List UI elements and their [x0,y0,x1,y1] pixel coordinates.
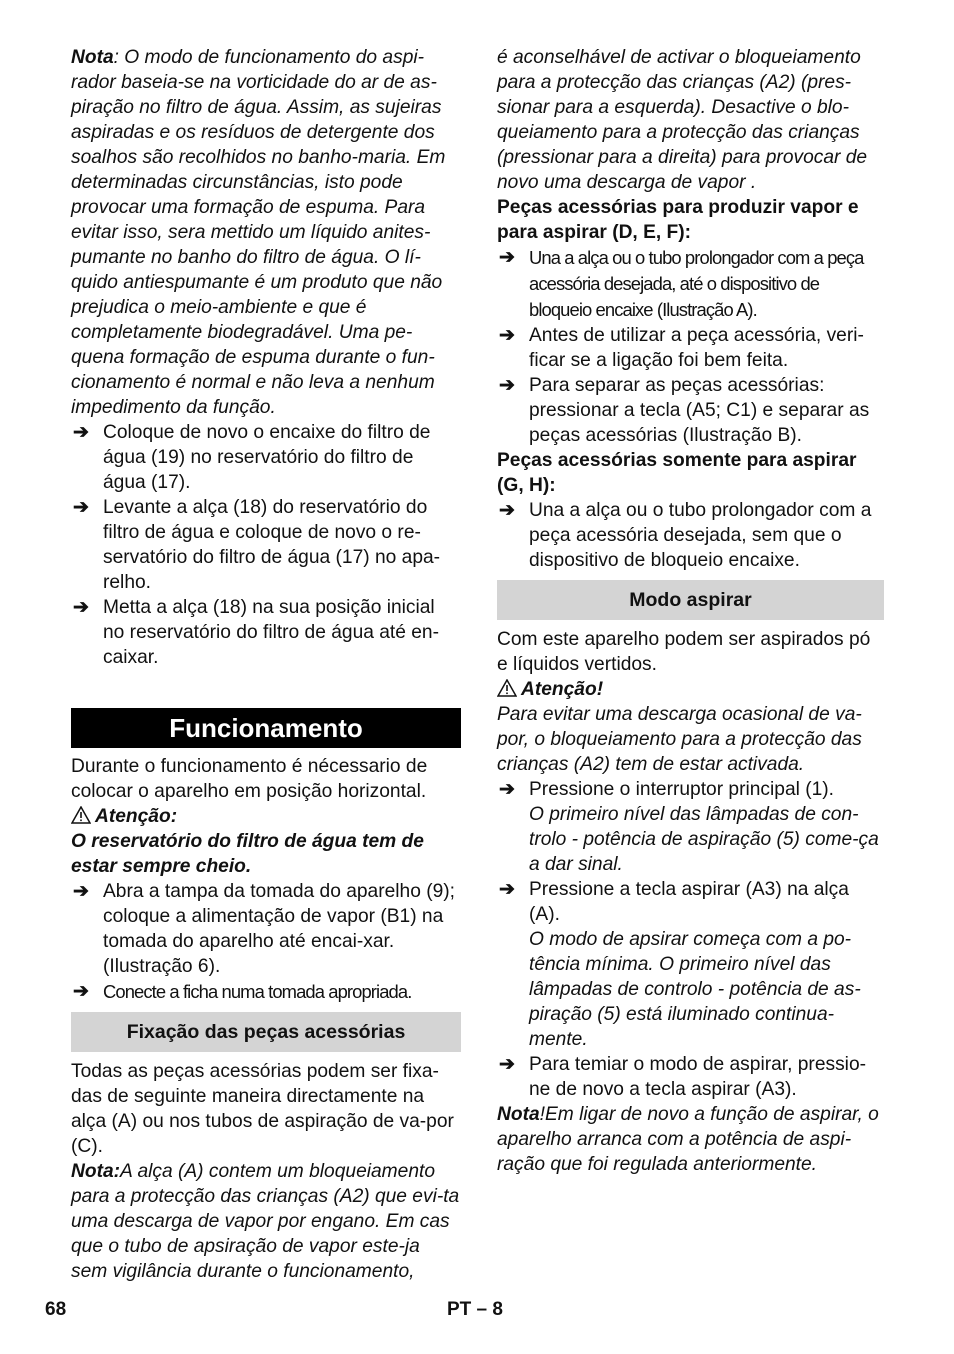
bullet-item [497,373,884,448]
note-text: : O modo de funcionamento do aspi-rador baseia-se na vorticidade do ar de as-piração no filtro de água. Assim, as sujeiras aspiradas e os resíduos de detergente dos soalhos são recolhidos no banho-maria. Em determinadas circunstâncias, isto pode provocar uma formação de espuma. Para evitar isso, sera mettido um líquido anites-pumante no banho do filtro de água. O lí-quido antiespumante é um produto que não prejudica o meio-ambiente e que é completamente biodegradável. Uma pe-quena formação de espuma durante o fun-cionamento é normal e não leva a nenhum impedimento da função. [71,47,446,418]
arrow-right-icon: ➔ [499,325,515,346]
arrow-right-icon: ➔ [499,1054,515,1075]
arrow-right-icon: ➔ [73,597,89,618]
warning-triangle-icon [71,806,91,824]
fixacao-text: Todas as peças acessórias podem ser fixa-das de seguinte maneira directamente na alça (A) ou nos tubos de aspiração de va-por (C). [71,1061,454,1157]
arrow-right-icon: ➔ [73,881,89,902]
left-column [71,45,461,1284]
arrow-right-icon: ➔ [499,879,515,900]
bullet-text: Antes de utilizar a peça acessória, veri-ficar se a ligação foi bem feita. [529,325,864,371]
bullet-text: Una a alça ou o tubo prolongador com a peça acessória desejada, até o dispositivo de bloqueio encaixe (Ilustração A). [529,247,864,320]
warning-label: Atenção: [95,806,178,827]
section-heading-funcionamento: Funcionamento [71,708,461,748]
arrow-right-icon: ➔ [499,779,515,800]
arrow-right-icon: ➔ [73,497,89,518]
bullet-text: Para temiar o modo de aspirar, pressio-ne de novo a tecla aspirar (A3). [529,1054,866,1100]
bullet-item [497,877,884,1052]
bullet-text: Levante a alça (18) do reservatório do filtro de água e coloque de novo o re-servatório do filtro de água (17) no apa-relho. [103,497,441,593]
page-number: 68 [45,1299,67,1320]
subheading-aspirar: Peças acessórias somente para aspirar (G, H): [497,450,857,496]
continued-text: é aconselhável de activar o bloqueiamento para a protecção das crianças (A2) (pres-sionar para a esquerda). Desactive o blo-queiamento para a protecção das crianças (pressionar para a direita) para provocar de novo uma descarga de vapor . [497,47,868,193]
note-label: Nota [71,47,114,68]
bullet-item [497,245,884,323]
bullet-item [71,879,461,979]
bullet-item [497,777,884,877]
bullet-item [497,323,884,373]
warning-line [497,677,884,702]
arrow-right-icon: ➔ [499,247,515,268]
warning-text: Para evitar uma descarga ocasional de va-por, o bloqueiamento para a protecção das crianças (A2) tem de estar activada. [497,704,862,775]
final-note [497,1102,884,1177]
bullet-item [71,495,461,595]
arrow-right-icon: ➔ [499,500,515,521]
bullet-text: Para separar as peças acessórias: pressionar a tecla (A5; C1) e separar as peças acessórias (Ilustração B). [529,375,870,446]
bullet-text: Abra a tampa da tomada do aparelho (9); coloque a alimentação de vapor (B1) na tomada do aparelho até encai-xar. (Ilustração 6). [103,881,455,977]
arrow-right-icon: ➔ [73,422,89,443]
bullet-text: Pressione a tecla aspirar (A3) na alça (A). [529,879,849,925]
right-column [497,45,884,1177]
bullet-item [71,420,461,495]
warning-label: Atenção! [521,679,604,700]
bullet-item [497,498,884,573]
warning-line [71,804,461,829]
modo-intro: Com este aparelho podem ser aspirados pó e líquidos vertidos. [497,629,871,675]
bullet-item [71,979,461,1005]
warning-text: O reservatório do filtro de água tem de estar sempre cheio. [71,831,424,877]
bullet-text: Coloque de novo o encaixe do filtro de água (19) no reservatório do filtro de água (17). [103,422,431,493]
intro-note [71,45,461,420]
bullet-text: Pressione o interruptor principal (1). [529,779,835,800]
note-label: Nota [497,1104,540,1125]
section-label: PT – 8 [447,1299,503,1320]
func-intro: Durante o funcionamento é nécessario de colocar o aparelho em posição horizontal. [71,756,428,802]
subheading-vapor: Peças acessórias para produzir vapor e para aspirar (D, E, F): [497,197,859,243]
note-text: !Em ligar de novo a função de aspirar, o aparelho arranca com a potência de aspi-ração que foi regulada anteriormente. [497,1104,879,1175]
bullet-text: Una a alça ou o tubo prolongador com a peça acessória desejada, sem que o dispositivo de bloqueio encaixe. [529,500,872,571]
arrow-right-icon: ➔ [499,375,515,396]
fixacao-note [71,1159,461,1284]
bullet-text: Metta a alça (18) na sua posição inicial no reservatório do filtro de água até en-caixar. [103,597,439,668]
note-label: Nota: [71,1161,121,1182]
bullet-subtext: O modo de apsirar começa com a po-tência mínima. O primeiro nível das lâmpadas de controlo - potência de as-piração (5) está iluminado continua-mente. [529,929,861,1050]
bullet-text: Conecte a ficha numa tomada apropriada. [103,981,412,1002]
warning-triangle-icon [497,679,517,697]
section-heading-modo-aspirar: Modo aspirar [497,580,884,620]
bullet-item [497,1052,884,1102]
note-text: A alça (A) contem um bloqueiamento para a protecção das crianças (A2) que evi-ta uma descarga de vapor por engano. Em cas que o tubo de apsiração de vapor este-ja sem vigilância durante o funcionamento, [71,1161,460,1282]
arrow-right-icon: ➔ [73,981,89,1002]
bullet-subtext: O primeiro nível das lâmpadas de con-trolo - potência de aspiração (5) come-ça a dar sinal. [529,804,879,875]
section-heading-fixacao: Fixação das peças acessórias [71,1012,461,1052]
bullet-item [71,595,461,670]
